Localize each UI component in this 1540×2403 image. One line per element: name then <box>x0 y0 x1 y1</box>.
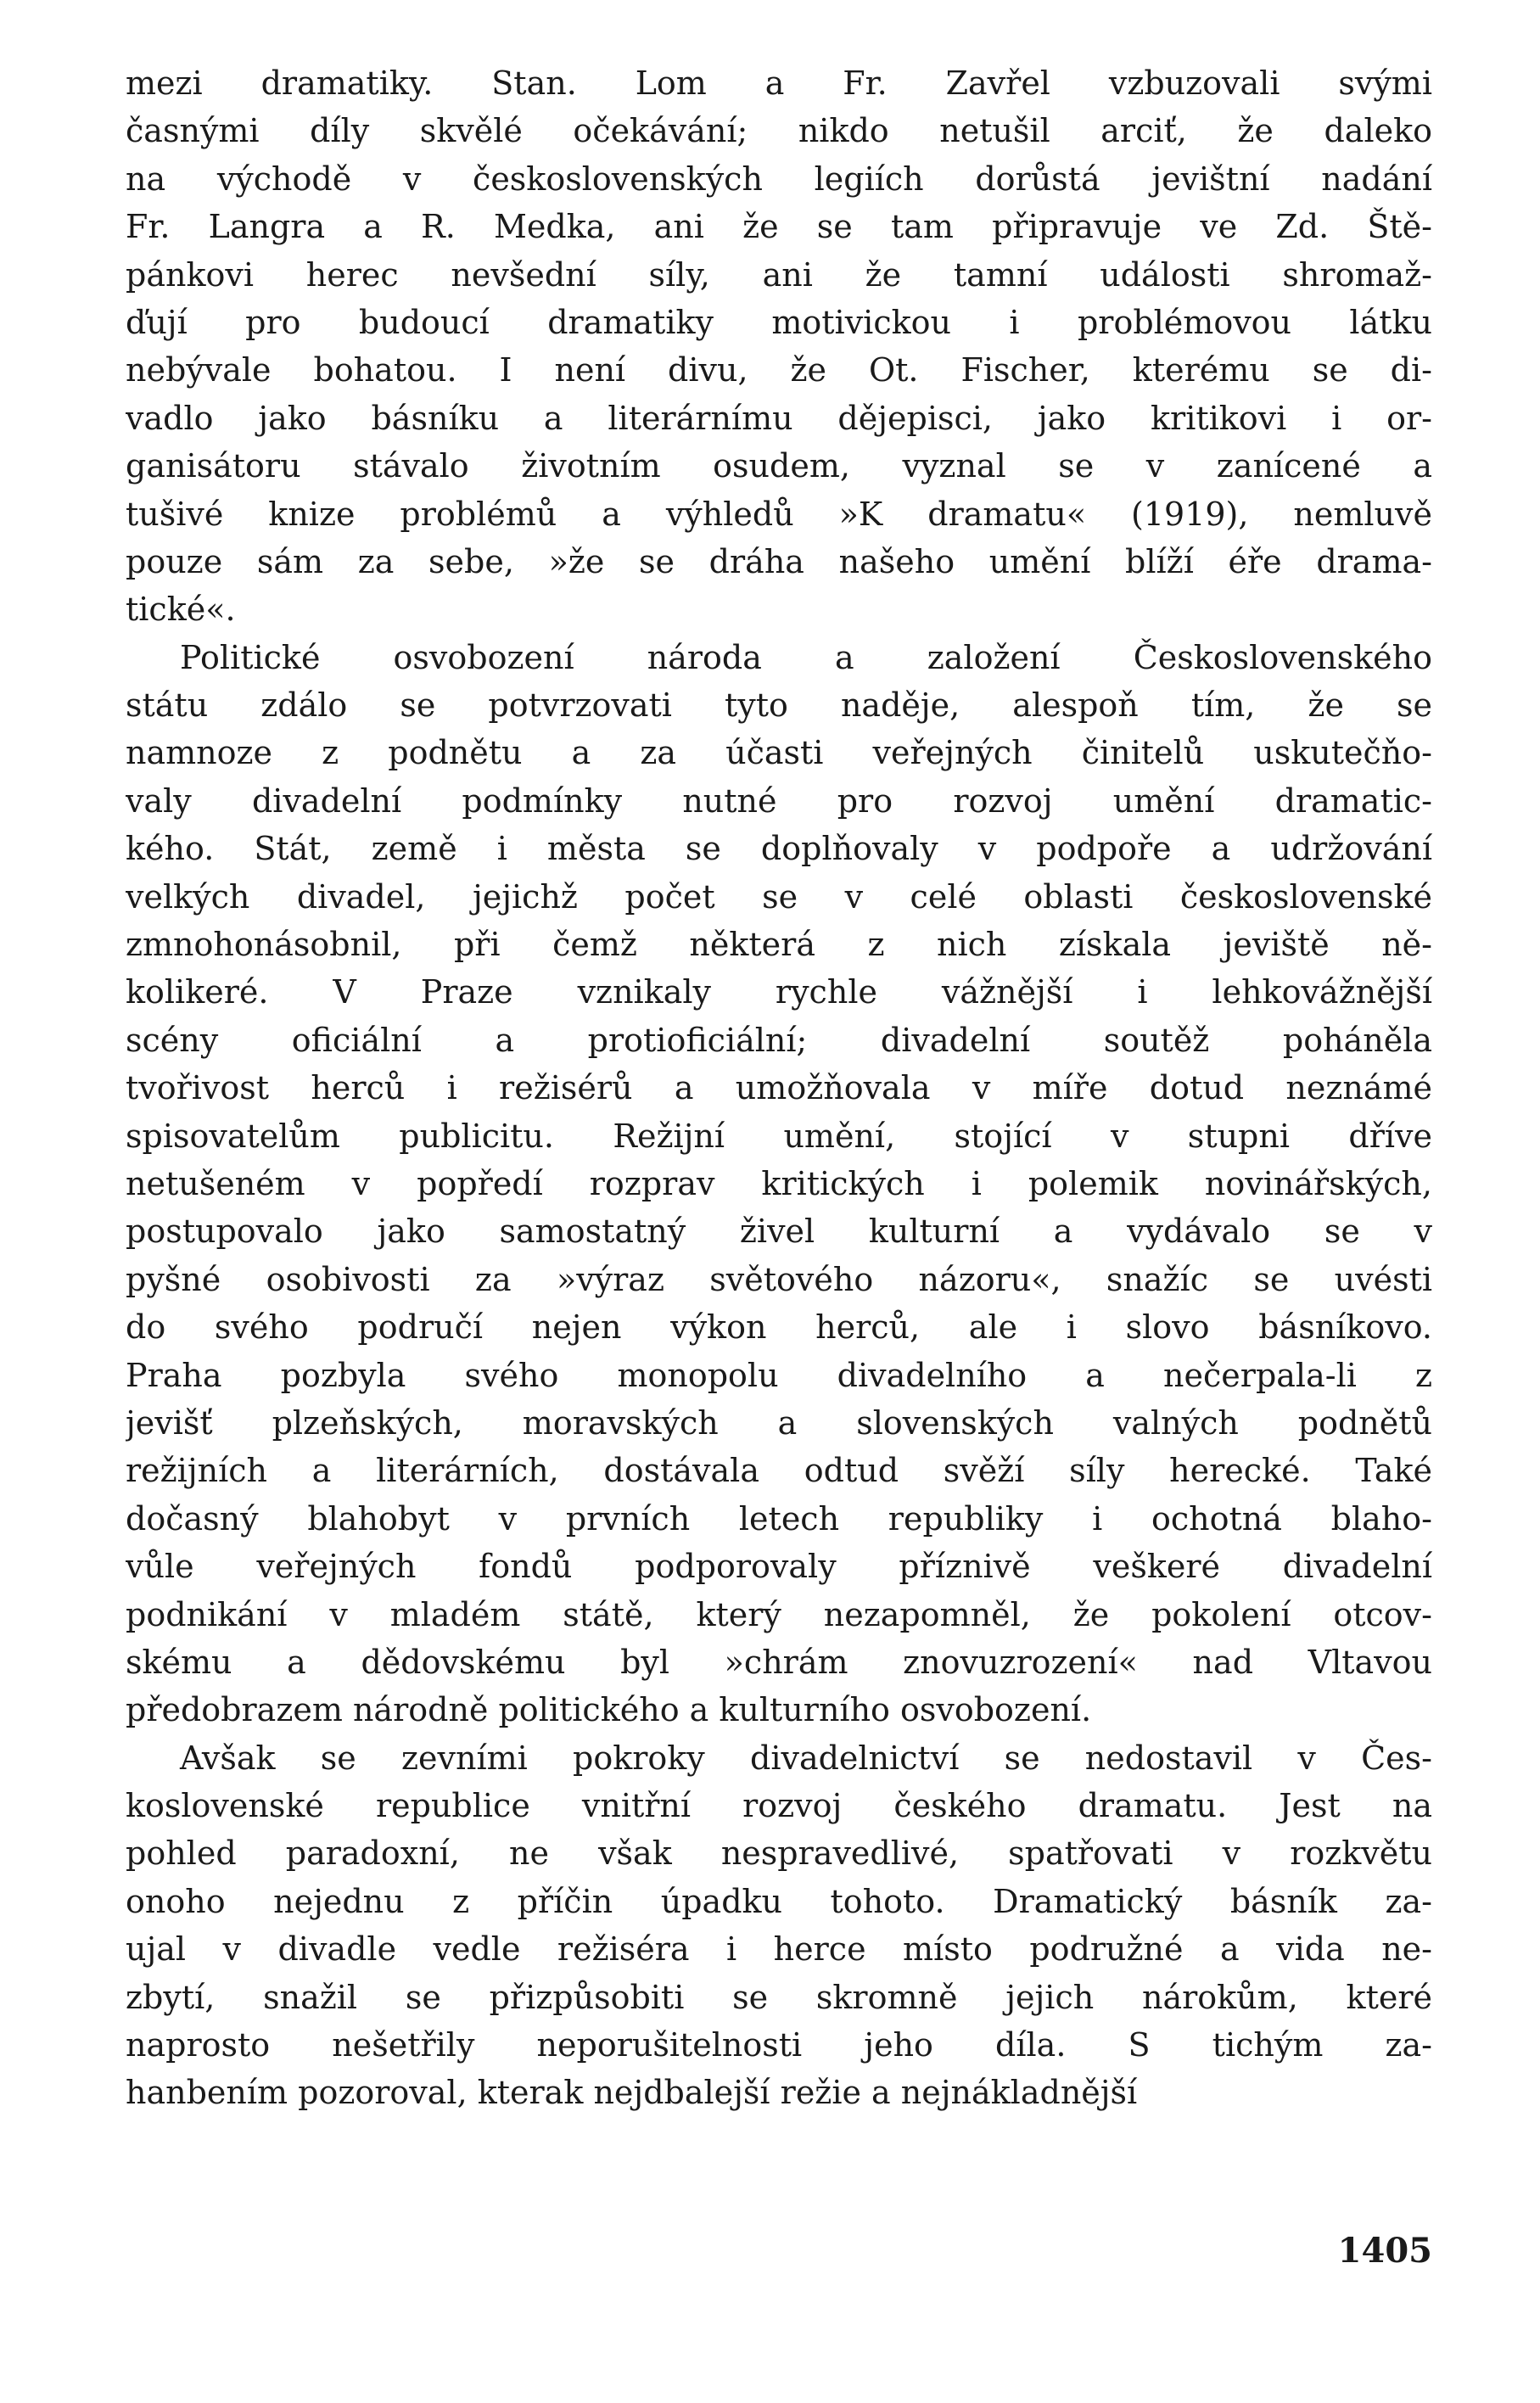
page-number: 1405 <box>1337 2231 1432 2271</box>
text-line: tušivé knize problémů a výhledů »K dramatu« (1919), nemluvě <box>126 495 1432 533</box>
text-line: státu zdálo se potvrzovati tyto naděje, alespoň tím, že se <box>126 686 1432 725</box>
text-line: předobrazem národně politického a kulturního osvobození. <box>126 1691 1092 1729</box>
text-line: Politické osvobození národa a založení Československého <box>180 638 1432 676</box>
text-line: režijních a literárních, dostávala odtud svěží síly herecké. Také <box>126 1452 1432 1490</box>
text-line: tvořivost herců i režisérů a umožňovala v míře dotud neznámé <box>126 1069 1432 1107</box>
text-line: hanbením pozoroval, kterak nejdbalejší režie a nejnákladnější <box>126 2074 1138 2112</box>
paragraph <box>126 634 1432 1734</box>
body-text <box>126 59 1432 2117</box>
text-line: kého. Stát, země i města se doplňovaly v podpoře a udržování <box>126 830 1432 868</box>
text-line: jevišť plzeňských, moravských a slovenských valných podnětů <box>126 1403 1432 1442</box>
text-line: časnými díly skvělé očekávání; nikdo netušil arciť, že daleko <box>126 112 1432 150</box>
text-line: pyšné osobivosti za »výraz světového názoru«, snažíc se uvésti <box>126 1260 1432 1298</box>
text-line: vůle veřejných fondů podporovaly příznivě veškeré divadelní <box>126 1548 1432 1586</box>
text-line: ďují pro budoucí dramatiky motivickou i problémovou látku <box>126 303 1432 341</box>
text-line: do svého područí nejen výkon herců, ale i slovo básníkovo. <box>126 1308 1432 1347</box>
text-line: Praha pozbyla svého monopolu divadelního a nečerpala-li z <box>126 1356 1432 1394</box>
text-line: naprosto nešetřily neporušitelnosti jeho díla. S tichým za- <box>126 2026 1432 2064</box>
text-line: koslovenské republice vnitřní rozvoj českého dramatu. Jest na <box>126 1787 1432 1825</box>
text-line: onoho nejednu z příčin úpadku tohoto. Dramatický básník za- <box>126 1882 1432 1920</box>
text-line: podnikání v mladém státě, který nezapomněl, že pokolení otcov- <box>126 1595 1432 1633</box>
text-line: ganisátoru stávalo životním osudem, vyznal se v zanícené a <box>126 447 1432 485</box>
text-line: dočasný blahobyt v prvních letech republiky i ochotná blaho- <box>126 1499 1432 1538</box>
text-line: scény oficiální a protioficiální; divadelní soutěž poháněla <box>126 1021 1432 1059</box>
text-line: kolikeré. V Praze vznikaly rychle vážnější i lehkovážnější <box>126 973 1432 1011</box>
paragraph <box>126 59 1432 634</box>
text-line: vadlo jako básníku a literárnímu dějepisci, jako kritikovi i or- <box>126 399 1432 437</box>
text-line: skému a dědovskému byl »chrám znovuzrození« nad Vltavou <box>126 1643 1432 1681</box>
text-line: zmnohonásobnil, při čemž některá z nich získala jeviště ně- <box>126 926 1432 964</box>
text-line: mezi dramatiky. Stan. Lom a Fr. Zavřel vzbuzovali svými <box>126 64 1432 102</box>
text-line: namnoze z podnětu a za účasti veřejných činitelů uskutečňo- <box>126 734 1432 772</box>
text-line: ujal v divadle vedle režiséra i herce místo podružné a vida ne- <box>126 1930 1432 1969</box>
page-text-block <box>126 59 1432 2384</box>
text-line: postupovalo jako samostatný živel kulturní a vydávalo se v <box>126 1213 1432 1251</box>
text-line: tické«. <box>126 591 236 629</box>
paragraph <box>126 1734 1432 2117</box>
text-line: pánkovi herec nevšední síly, ani že tamní události shromaž- <box>126 255 1432 294</box>
text-line: valy divadelní podmínky nutné pro rozvoj umění dramatic- <box>126 781 1432 820</box>
text-line: spisovatelům publicitu. Režijní umění, stojící v stupni dříve <box>126 1117 1432 1155</box>
text-line: zbytí, snažil se přizpůsobiti se skromně jejich nárokům, které <box>126 1978 1432 2016</box>
text-line: netušeném v popředí rozprav kritických i polemik novinářských, <box>126 1164 1432 1202</box>
text-line: Fr. Langra a R. Medka, ani že se tam připravuje ve Zd. Ště- <box>126 208 1432 246</box>
text-line: na východě v československých legiích dorůstá jevištní nadání <box>126 160 1432 198</box>
text-line: velkých divadel, jejichž počet se v celé oblasti československé <box>126 877 1432 916</box>
text-line: Avšak se zevními pokroky divadelnictví se nedostavil v Čes- <box>180 1739 1432 1777</box>
text-line: pohled paradoxní, ne však nespravedlivé, spatřovati v rozkvětu <box>126 1834 1432 1873</box>
text-line: pouze sám za sebe, »že se dráha našeho umění blíží éře drama- <box>126 542 1432 580</box>
text-line: nebývale bohatou. I není divu, že Ot. Fischer, kterému se di- <box>126 351 1432 389</box>
